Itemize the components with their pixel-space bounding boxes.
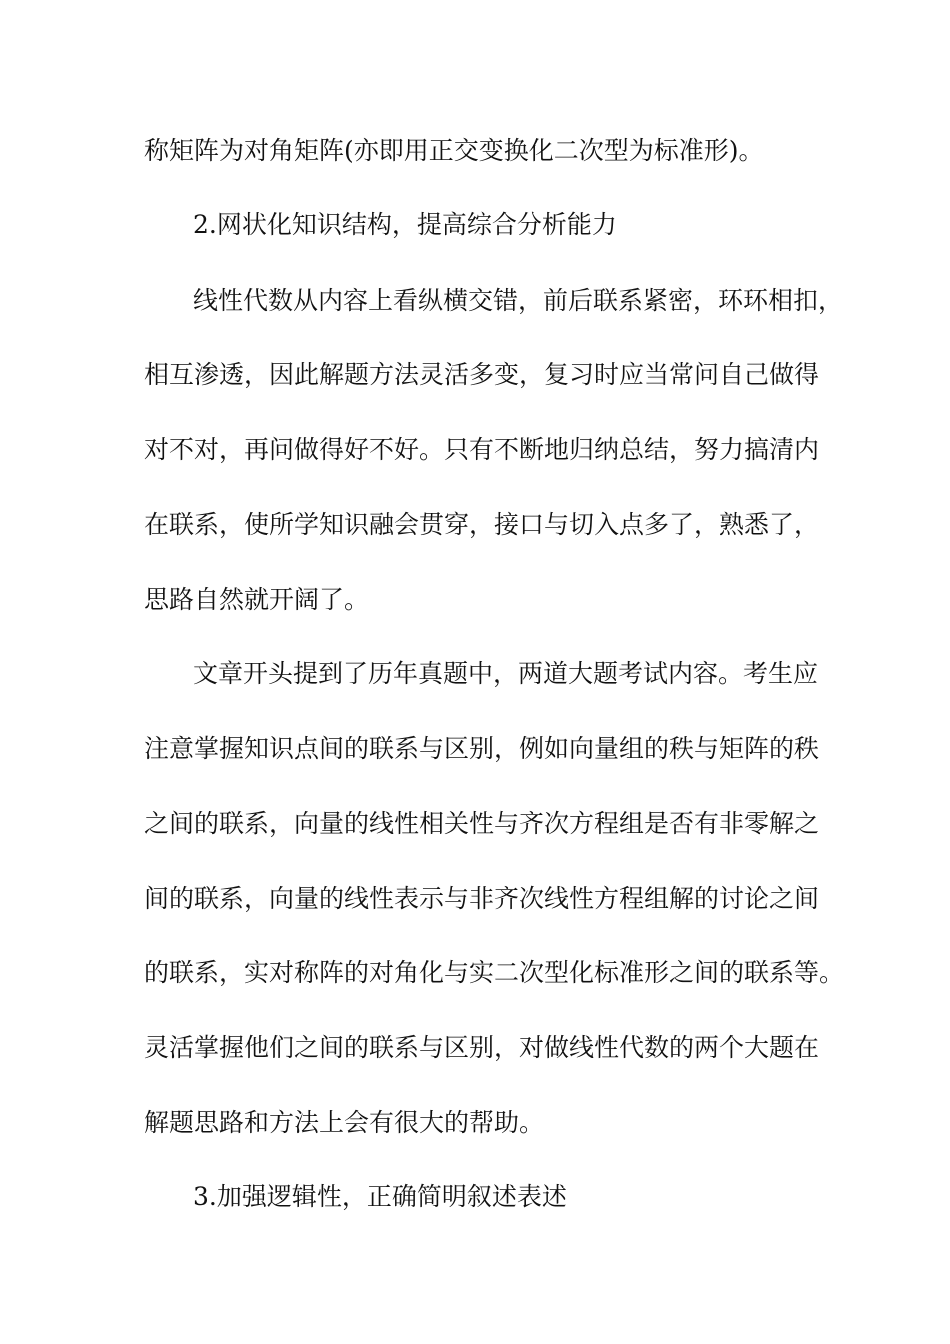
text-line: 之间的联系，向量的线性相关性与齐次方程组是否有非零解之 [144,809,820,838]
text-line: 思路自然就开阔了。 [144,585,370,614]
text-line: 间的联系，向量的线性表示与非齐次线性方程组解的讨论之间 [144,884,820,913]
text-line: 线性代数从内容上看纵横交错，前后联系紧密，环环相扣， [193,286,844,315]
text-line: 解题思路和方法上会有很大的帮助。 [144,1108,545,1137]
text-line: 在联系，使所学知识融会贯穿，接口与切入点多了，熟悉了， [144,510,820,539]
text-line: 的联系，实对称阵的对角化与实二次型化标准形之间的联系等。 [144,958,845,987]
section-heading: 2.网状化知识结构，提高综合分析能力 [193,210,617,239]
text-line: 相互渗透，因此解题方法灵活多变，复习时应当常问自己做得 [144,360,820,389]
text-line: 对不对，再问做得好不好。只有不断地归纳总结，努力搞清内 [144,435,820,464]
text-line: 称矩阵为对角矩阵(亦即用正交变换化二次型为标准形)。 [144,136,764,165]
text-line: 灵活掌握他们之间的联系与区别，对做线性代数的两个大题在 [144,1033,820,1062]
text-line: 注意掌握知识点间的联系与区别，例如向量组的秩与矩阵的秩 [144,734,820,763]
section-heading: 3.加强逻辑性，正确简明叙述表述 [193,1182,567,1211]
text-line: 文章开头提到了历年真题中，两道大题考试内容。考生应 [193,659,819,688]
